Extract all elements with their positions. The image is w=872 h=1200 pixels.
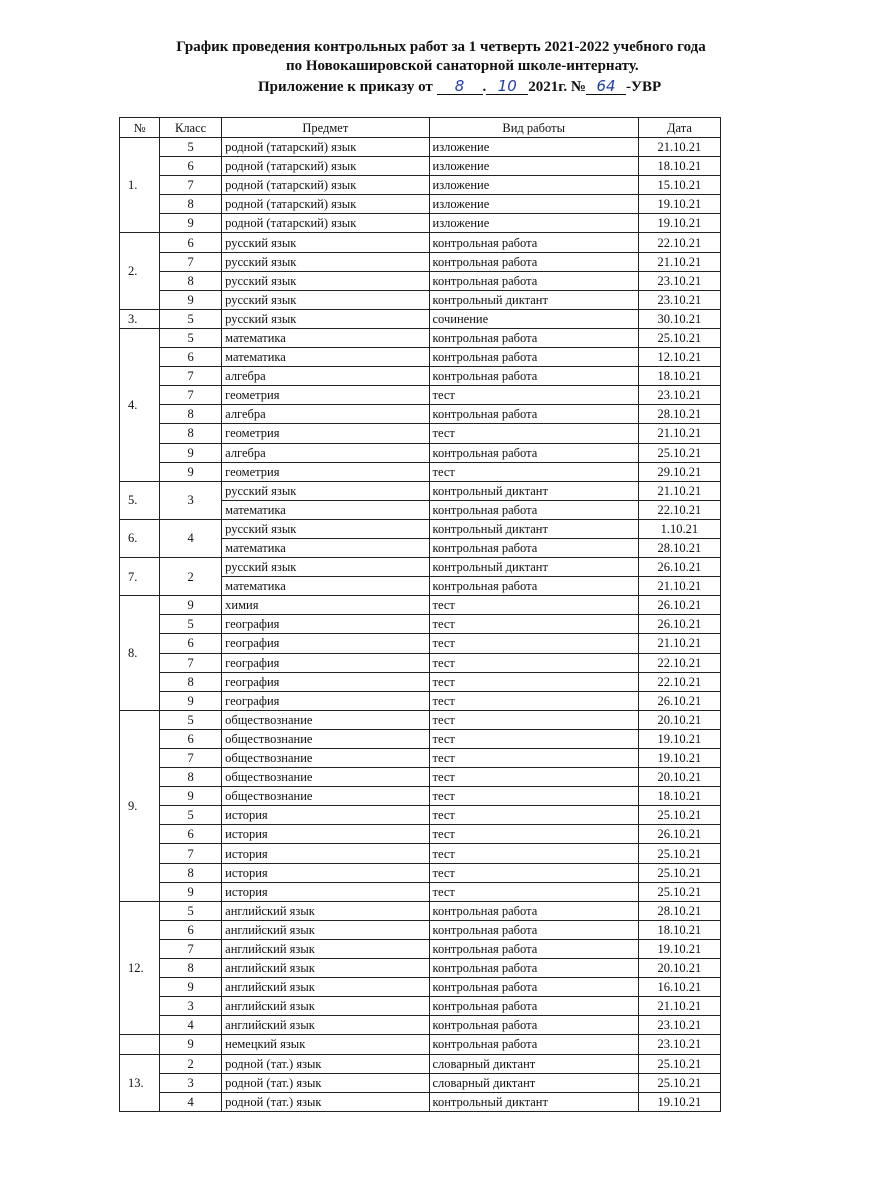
group-number-cell: 4. xyxy=(120,328,160,481)
group-number-cell: 6. xyxy=(120,519,160,557)
work-type-cell: контрольная работа xyxy=(429,443,638,462)
subject-cell: русский язык xyxy=(222,558,429,577)
table-row xyxy=(120,920,721,939)
column-header-subject: Предмет xyxy=(222,118,429,138)
date-cell: 25.10.21 xyxy=(638,443,720,462)
date-cell: 25.10.21 xyxy=(638,882,720,901)
class-cell: 9 xyxy=(160,214,222,233)
work-type-cell: контрольная работа xyxy=(429,901,638,920)
order-reference xyxy=(258,78,661,96)
class-cell: 9 xyxy=(160,443,222,462)
date-cell: 26.10.21 xyxy=(638,596,720,615)
date-cell: 25.10.21 xyxy=(638,863,720,882)
subject-cell: обществознание xyxy=(222,768,429,787)
subject-cell: русский язык xyxy=(222,290,429,309)
class-cell: 7 xyxy=(160,367,222,386)
table-row xyxy=(120,1073,721,1092)
class-cell: 8 xyxy=(160,195,222,214)
table-row xyxy=(120,997,721,1016)
subject-cell: родной (татарский) язык xyxy=(222,176,429,195)
group-number-cell: 8. xyxy=(120,596,160,711)
class-cell: 8 xyxy=(160,424,222,443)
subject-cell: родной (тат.) язык xyxy=(222,1073,429,1092)
subject-cell: история xyxy=(222,882,429,901)
class-cell: 3 xyxy=(160,1073,222,1092)
class-cell: 6 xyxy=(160,233,222,252)
subject-cell: география xyxy=(222,653,429,672)
date-cell: 20.10.21 xyxy=(638,959,720,978)
work-type-cell: контрольный диктант xyxy=(429,558,638,577)
subject-cell: обществознание xyxy=(222,749,429,768)
date-cell: 16.10.21 xyxy=(638,978,720,997)
document-subtitle: по Новокашировской санаторной школе-интернату. xyxy=(286,58,639,74)
table-row xyxy=(120,901,721,920)
date-cell: 23.10.21 xyxy=(638,1035,720,1054)
subject-cell: родной (тат.) язык xyxy=(222,1054,429,1073)
group-number-cell: 7. xyxy=(120,558,160,596)
class-cell: 7 xyxy=(160,386,222,405)
work-type-cell: контрольная работа xyxy=(429,348,638,367)
order-number: 64 xyxy=(586,78,626,95)
date-cell: 19.10.21 xyxy=(638,195,720,214)
work-type-cell: изложение xyxy=(429,214,638,233)
class-cell: 6 xyxy=(160,825,222,844)
table-row xyxy=(120,749,721,768)
date-cell: 21.10.21 xyxy=(638,577,720,596)
column-header-number: № xyxy=(120,118,160,138)
work-type-cell: контрольная работа xyxy=(429,978,638,997)
subject-cell: русский язык xyxy=(222,252,429,271)
class-cell: 8 xyxy=(160,863,222,882)
table-row xyxy=(120,959,721,978)
subject-cell: геометрия xyxy=(222,386,429,405)
class-cell: 8 xyxy=(160,768,222,787)
subject-cell: геометрия xyxy=(222,424,429,443)
class-cell: 8 xyxy=(160,959,222,978)
date-cell: 21.10.21 xyxy=(638,634,720,653)
subject-cell: родной (татарский) язык xyxy=(222,214,429,233)
work-type-cell: контрольная работа xyxy=(429,959,638,978)
column-header-work-type: Вид работы xyxy=(429,118,638,138)
work-type-cell: тест xyxy=(429,710,638,729)
order-month: 10 xyxy=(486,78,528,95)
date-cell: 21.10.21 xyxy=(638,424,720,443)
class-cell: 5 xyxy=(160,615,222,634)
class-cell: 9 xyxy=(160,596,222,615)
group-number-cell: 2. xyxy=(120,233,160,309)
document-title: График проведения контрольных работ за 1 четверть 2021-2022 учебного года xyxy=(176,39,706,55)
date-cell: 23.10.21 xyxy=(638,1016,720,1035)
date-cell: 21.10.21 xyxy=(638,997,720,1016)
work-type-cell: контрольная работа xyxy=(429,252,638,271)
work-type-cell: тест xyxy=(429,691,638,710)
date-cell: 12.10.21 xyxy=(638,348,720,367)
subject-cell: родной (татарский) язык xyxy=(222,157,429,176)
subject-cell: география xyxy=(222,691,429,710)
work-type-cell: изложение xyxy=(429,157,638,176)
work-type-cell: тест xyxy=(429,882,638,901)
subject-cell: география xyxy=(222,672,429,691)
class-cell: 3 xyxy=(160,997,222,1016)
table-row xyxy=(120,691,721,710)
table-row xyxy=(120,978,721,997)
table-row xyxy=(120,787,721,806)
date-cell: 19.10.21 xyxy=(638,214,720,233)
work-type-cell: изложение xyxy=(429,176,638,195)
schedule-table xyxy=(119,117,721,1112)
date-cell: 28.10.21 xyxy=(638,901,720,920)
class-cell: 8 xyxy=(160,405,222,424)
class-cell: 2 xyxy=(160,1054,222,1073)
subject-cell: математика xyxy=(222,328,429,347)
table-row xyxy=(120,195,721,214)
class-cell: 7 xyxy=(160,252,222,271)
table-header-row xyxy=(120,118,721,138)
work-type-cell: контрольная работа xyxy=(429,1016,638,1035)
subject-cell: алгебра xyxy=(222,405,429,424)
work-type-cell: контрольная работа xyxy=(429,367,638,386)
work-type-cell: контрольная работа xyxy=(429,500,638,519)
work-type-cell: тест xyxy=(429,672,638,691)
class-cell: 9 xyxy=(160,691,222,710)
class-cell: 9 xyxy=(160,1035,222,1054)
table-row xyxy=(120,138,721,157)
table-row xyxy=(120,367,721,386)
table-row xyxy=(120,176,721,195)
subject-cell: обществознание xyxy=(222,710,429,729)
class-cell: 4 xyxy=(160,519,222,557)
subject-cell: английский язык xyxy=(222,939,429,958)
date-cell: 26.10.21 xyxy=(638,615,720,634)
table-row xyxy=(120,252,721,271)
work-type-cell: тест xyxy=(429,653,638,672)
group-number-cell xyxy=(120,1035,160,1054)
subject-cell: алгебра xyxy=(222,367,429,386)
work-type-cell: контрольный диктант xyxy=(429,1092,638,1111)
group-number-cell: 12. xyxy=(120,901,160,1035)
table-row xyxy=(120,481,721,500)
class-cell: 7 xyxy=(160,176,222,195)
date-cell: 25.10.21 xyxy=(638,1054,720,1073)
class-cell: 6 xyxy=(160,634,222,653)
date-cell: 29.10.21 xyxy=(638,462,720,481)
group-number-cell: 9. xyxy=(120,710,160,901)
table-row xyxy=(120,596,721,615)
date-cell: 22.10.21 xyxy=(638,653,720,672)
work-type-cell: изложение xyxy=(429,195,638,214)
work-type-cell: тест xyxy=(429,386,638,405)
work-type-cell: тест xyxy=(429,615,638,634)
subject-cell: алгебра xyxy=(222,443,429,462)
date-cell: 21.10.21 xyxy=(638,138,720,157)
subject-cell: математика xyxy=(222,348,429,367)
table-row xyxy=(120,1092,721,1111)
subject-cell: английский язык xyxy=(222,901,429,920)
subject-cell: родной (татарский) язык xyxy=(222,195,429,214)
work-type-cell: тест xyxy=(429,844,638,863)
class-cell: 8 xyxy=(160,271,222,290)
column-header-class: Класс xyxy=(160,118,222,138)
table-row xyxy=(120,424,721,443)
work-type-cell: контрольная работа xyxy=(429,233,638,252)
group-number-cell: 13. xyxy=(120,1054,160,1111)
subject-cell: история xyxy=(222,806,429,825)
work-type-cell: контрольная работа xyxy=(429,538,638,557)
date-cell: 25.10.21 xyxy=(638,844,720,863)
date-cell: 21.10.21 xyxy=(638,481,720,500)
subject-cell: русский язык xyxy=(222,519,429,538)
table-row xyxy=(120,214,721,233)
date-cell: 28.10.21 xyxy=(638,538,720,557)
work-type-cell: контрольная работа xyxy=(429,1035,638,1054)
date-cell: 19.10.21 xyxy=(638,749,720,768)
date-cell: 19.10.21 xyxy=(638,1092,720,1111)
date-cell: 20.10.21 xyxy=(638,768,720,787)
work-type-cell: контрольная работа xyxy=(429,920,638,939)
group-number-cell: 5. xyxy=(120,481,160,519)
table-row xyxy=(120,309,721,328)
class-cell: 5 xyxy=(160,710,222,729)
date-cell: 1.10.21 xyxy=(638,519,720,538)
table-row xyxy=(120,386,721,405)
table-row xyxy=(120,1035,721,1054)
group-number-cell: 3. xyxy=(120,309,160,328)
class-cell: 6 xyxy=(160,729,222,748)
table-row xyxy=(120,615,721,634)
table-row xyxy=(120,939,721,958)
work-type-cell: контрольная работа xyxy=(429,577,638,596)
order-year: 2021г. № xyxy=(528,79,586,95)
subject-cell: русский язык xyxy=(222,271,429,290)
class-cell: 9 xyxy=(160,290,222,309)
class-cell: 5 xyxy=(160,138,222,157)
class-cell: 6 xyxy=(160,157,222,176)
date-cell: 18.10.21 xyxy=(638,157,720,176)
date-cell: 18.10.21 xyxy=(638,367,720,386)
work-type-cell: контрольный диктант xyxy=(429,290,638,309)
work-type-cell: тест xyxy=(429,825,638,844)
subject-cell: химия xyxy=(222,596,429,615)
class-cell: 4 xyxy=(160,1092,222,1111)
class-cell: 5 xyxy=(160,328,222,347)
class-cell: 9 xyxy=(160,978,222,997)
table-row xyxy=(120,806,721,825)
work-type-cell: контрольная работа xyxy=(429,328,638,347)
subject-cell: немецкий язык xyxy=(222,1035,429,1054)
work-type-cell: контрольный диктант xyxy=(429,481,638,500)
subject-cell: английский язык xyxy=(222,920,429,939)
table-row xyxy=(120,290,721,309)
subject-cell: геометрия xyxy=(222,462,429,481)
class-cell: 5 xyxy=(160,806,222,825)
class-cell: 8 xyxy=(160,672,222,691)
order-dot: . xyxy=(482,79,487,95)
work-type-cell: тест xyxy=(429,749,638,768)
table-row xyxy=(120,882,721,901)
work-type-cell: сочинение xyxy=(429,309,638,328)
subject-cell: математика xyxy=(222,577,429,596)
date-cell: 15.10.21 xyxy=(638,176,720,195)
date-cell: 19.10.21 xyxy=(638,729,720,748)
table-row xyxy=(120,443,721,462)
subject-cell: обществознание xyxy=(222,787,429,806)
class-cell: 7 xyxy=(160,653,222,672)
class-cell: 6 xyxy=(160,348,222,367)
class-cell: 9 xyxy=(160,462,222,481)
date-cell: 22.10.21 xyxy=(638,672,720,691)
table-row xyxy=(120,825,721,844)
subject-cell: математика xyxy=(222,500,429,519)
date-cell: 22.10.21 xyxy=(638,500,720,519)
class-cell: 3 xyxy=(160,481,222,519)
date-cell: 25.10.21 xyxy=(638,1073,720,1092)
order-suffix: -УВР xyxy=(626,79,662,95)
subject-cell: история xyxy=(222,825,429,844)
work-type-cell: тест xyxy=(429,863,638,882)
subject-cell: английский язык xyxy=(222,978,429,997)
work-type-cell: тест xyxy=(429,729,638,748)
date-cell: 18.10.21 xyxy=(638,787,720,806)
subject-cell: обществознание xyxy=(222,729,429,748)
table-row xyxy=(120,405,721,424)
subject-cell: история xyxy=(222,844,429,863)
order-prefix: Приложение к приказу от xyxy=(258,79,437,95)
subject-cell: география xyxy=(222,634,429,653)
table-row xyxy=(120,710,721,729)
class-cell: 9 xyxy=(160,882,222,901)
table-row xyxy=(120,634,721,653)
work-type-cell: тест xyxy=(429,768,638,787)
subject-cell: русский язык xyxy=(222,309,429,328)
column-header-date: Дата xyxy=(638,118,720,138)
date-cell: 25.10.21 xyxy=(638,806,720,825)
subject-cell: английский язык xyxy=(222,997,429,1016)
class-cell: 5 xyxy=(160,309,222,328)
class-cell: 2 xyxy=(160,558,222,596)
date-cell: 30.10.21 xyxy=(638,309,720,328)
date-cell: 22.10.21 xyxy=(638,233,720,252)
order-day: 8 xyxy=(437,78,483,95)
table-row xyxy=(120,348,721,367)
date-cell: 21.10.21 xyxy=(638,252,720,271)
table-row xyxy=(120,558,721,577)
class-cell: 7 xyxy=(160,939,222,958)
date-cell: 23.10.21 xyxy=(638,386,720,405)
subject-cell: математика xyxy=(222,538,429,557)
work-type-cell: контрольная работа xyxy=(429,271,638,290)
subject-cell: английский язык xyxy=(222,959,429,978)
table-row xyxy=(120,672,721,691)
table-row xyxy=(120,271,721,290)
date-cell: 25.10.21 xyxy=(638,328,720,347)
table-row xyxy=(120,1054,721,1073)
table-body xyxy=(120,138,721,1112)
work-type-cell: контрольный диктант xyxy=(429,519,638,538)
table-row xyxy=(120,233,721,252)
date-cell: 26.10.21 xyxy=(638,691,720,710)
group-number-cell: 1. xyxy=(120,138,160,233)
date-cell: 20.10.21 xyxy=(638,710,720,729)
subject-cell: родной (татарский) язык xyxy=(222,138,429,157)
table-row xyxy=(120,462,721,481)
class-cell: 6 xyxy=(160,920,222,939)
work-type-cell: изложение xyxy=(429,138,638,157)
class-cell: 7 xyxy=(160,844,222,863)
table-row xyxy=(120,1016,721,1035)
date-cell: 19.10.21 xyxy=(638,939,720,958)
work-type-cell: контрольная работа xyxy=(429,405,638,424)
work-type-cell: тест xyxy=(429,424,638,443)
date-cell: 23.10.21 xyxy=(638,290,720,309)
table-row xyxy=(120,328,721,347)
work-type-cell: словарный диктант xyxy=(429,1054,638,1073)
table-row xyxy=(120,768,721,787)
work-type-cell: тест xyxy=(429,634,638,653)
date-cell: 26.10.21 xyxy=(638,558,720,577)
work-type-cell: тест xyxy=(429,462,638,481)
work-type-cell: контрольная работа xyxy=(429,939,638,958)
date-cell: 18.10.21 xyxy=(638,920,720,939)
date-cell: 23.10.21 xyxy=(638,271,720,290)
table-row xyxy=(120,157,721,176)
date-cell: 26.10.21 xyxy=(638,825,720,844)
table-row xyxy=(120,653,721,672)
work-type-cell: тест xyxy=(429,787,638,806)
table-row xyxy=(120,519,721,538)
table-row xyxy=(120,863,721,882)
subject-cell: родной (тат.) язык xyxy=(222,1092,429,1111)
work-type-cell: тест xyxy=(429,596,638,615)
subject-cell: русский язык xyxy=(222,233,429,252)
subject-cell: география xyxy=(222,615,429,634)
subject-cell: английский язык xyxy=(222,1016,429,1035)
work-type-cell: словарный диктант xyxy=(429,1073,638,1092)
date-cell: 28.10.21 xyxy=(638,405,720,424)
class-cell: 5 xyxy=(160,901,222,920)
subject-cell: русский язык xyxy=(222,481,429,500)
subject-cell: история xyxy=(222,863,429,882)
class-cell: 9 xyxy=(160,787,222,806)
table-row xyxy=(120,844,721,863)
class-cell: 7 xyxy=(160,749,222,768)
work-type-cell: контрольная работа xyxy=(429,997,638,1016)
class-cell: 4 xyxy=(160,1016,222,1035)
table-row xyxy=(120,729,721,748)
work-type-cell: тест xyxy=(429,806,638,825)
